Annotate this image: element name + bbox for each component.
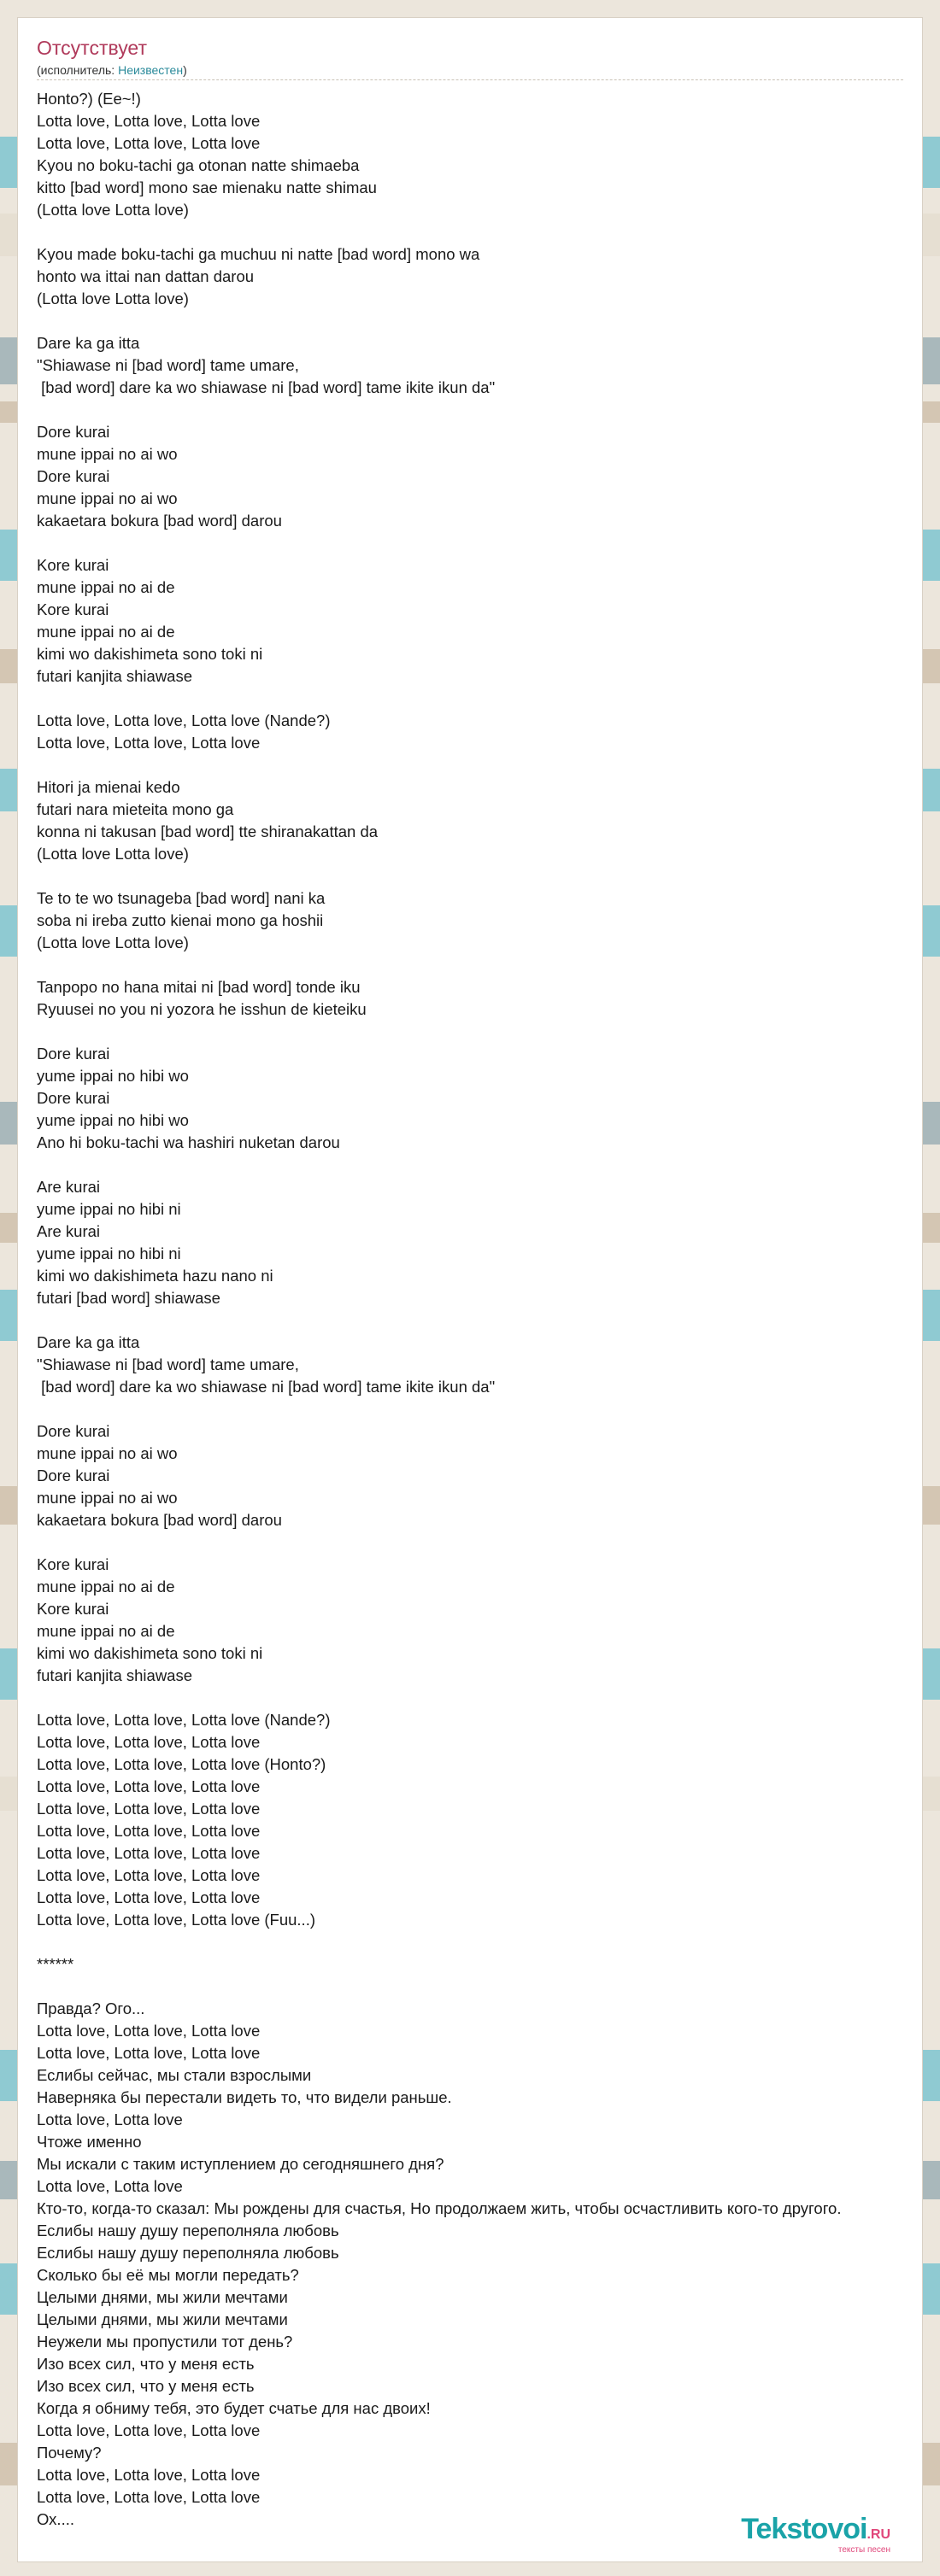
lyric-line: Когда я обниму тебя, это будет счатье для нас двоих!	[37, 2399, 431, 2417]
lyric-line: Dare ka ga itta	[37, 1333, 140, 1351]
lyric-line: yume ippai no hibi wo	[37, 1067, 189, 1085]
lyric-line	[37, 1531, 925, 1554]
lyric-line	[37, 399, 925, 421]
lyric-line: Hitori ja mienai kedo	[37, 778, 180, 796]
lyric-line: Dare ka ga itta	[37, 334, 140, 352]
lyric-line: Чтоже именно	[37, 2133, 142, 2151]
lyric-line: Lotta love, Lotta love, Lotta love	[37, 112, 261, 130]
lyric-line	[37, 1976, 925, 1998]
lyric-line: Целыми днями, мы жили мечтами	[37, 2310, 288, 2328]
lyric-line: [bad word] dare ka wo shiawase ni [bad word] tame ikite ikun da"	[37, 1378, 496, 1396]
lyric-line: yume ippai no hibi wo	[37, 1111, 189, 1129]
lyric-line	[37, 754, 925, 776]
lyric-line	[37, 865, 925, 887]
lyric-line	[37, 1309, 925, 1332]
lyric-line: honto wa ittai nan dattan darou	[37, 267, 255, 285]
logo-tld: .RU	[867, 2527, 890, 2542]
lyric-line: Lotta love, Lotta love, Lotta love	[37, 2044, 261, 2062]
lyric-line: mune ippai no ai wo	[37, 1489, 178, 1507]
lyric-line: mune ippai no ai de	[37, 1578, 175, 1595]
title-divider	[37, 79, 903, 80]
lyric-line: futari nara mieteita mono ga	[37, 800, 234, 818]
lyric-line: "Shiawase ni [bad word] tame umare,	[37, 1355, 299, 1373]
lyric-line: Lotta love, Lotta love, Lotta love (Nande?)	[37, 1711, 331, 1729]
lyric-line: Dore kurai	[37, 423, 110, 441]
lyric-line: Are kurai	[37, 1222, 101, 1240]
lyric-line: mune ippai no ai de	[37, 578, 175, 596]
performer-prefix: (исполнитель:	[37, 63, 119, 77]
lyric-line	[37, 532, 925, 554]
lyric-line: mune ippai no ai wo	[37, 489, 178, 507]
lyric-line: Dore kurai	[37, 1422, 110, 1440]
lyric-line: Kyou made boku-tachi ga muchuu ni natte [bad word] mono wa	[37, 245, 480, 263]
lyric-line: "Shiawase ni [bad word] tame umare,	[37, 356, 299, 374]
lyric-line: Lotta love, Lotta love	[37, 2111, 183, 2128]
lyric-line: (Lotta love Lotta love)	[37, 201, 189, 219]
lyric-line: kitto [bad word] mono sae mienaku natte shimau	[37, 179, 377, 196]
lyric-line	[37, 1154, 925, 1176]
performer-suffix: )	[183, 63, 187, 77]
lyric-line: Изо всех сил, что у меня есть	[37, 2355, 255, 2373]
lyric-line: Ох....	[37, 2510, 74, 2528]
lyric-line: mune ippai no ai wo	[37, 445, 178, 463]
lyric-line: (Lotta love Lotta love)	[37, 845, 189, 863]
content-card	[17, 17, 923, 2562]
lyric-line: Dore kurai	[37, 1467, 110, 1484]
logo-name: Tekstovoi	[741, 2513, 867, 2545]
lyric-line: Lotta love, Lotta love, Lotta love	[37, 1800, 261, 1818]
lyric-line	[37, 1931, 925, 1953]
lyric-line: kakaetara bokura [bad word] darou	[37, 1511, 282, 1529]
lyric-line: Сколько бы её мы могли передать?	[37, 2266, 299, 2284]
lyric-line: Dore kurai	[37, 467, 110, 485]
lyric-line: Lotta love, Lotta love, Lotta love	[37, 2022, 261, 2040]
lyric-line: kimi wo dakishimeta sono toki ni	[37, 645, 263, 663]
performer-line	[37, 63, 187, 77]
lyric-line: yume ippai no hibi ni	[37, 1200, 181, 1218]
lyric-line: Еслибы нашу душу переполняла любовь	[37, 2244, 339, 2262]
lyric-line: soba ni ireba zutto kienai mono ga hoshii	[37, 911, 324, 929]
lyric-line: Почему?	[37, 2444, 102, 2462]
lyric-line: Правда? Ого...	[37, 1999, 145, 2017]
lyric-line: kimi wo dakishimeta sono toki ni	[37, 1644, 263, 1662]
lyric-line: Ryuusei no you ni yozora he isshun de kieteiku	[37, 1000, 367, 1018]
page-title: Отсутствует	[37, 37, 147, 59]
lyric-line: Изо всех сил, что у меня есть	[37, 2377, 255, 2395]
lyric-line: Lotta love, Lotta love, Lotta love	[37, 1866, 261, 1884]
lyric-line: Kore kurai	[37, 1555, 109, 1573]
lyric-line: Lotta love, Lotta love, Lotta love	[37, 1733, 261, 1751]
lyric-line: [bad word] dare ka wo shiawase ni [bad word] tame ikite ikun da"	[37, 378, 496, 396]
performer-link[interactable]: Неизвестен	[118, 63, 184, 77]
lyric-line: Dore kurai	[37, 1045, 110, 1063]
lyric-line: Lotta love, Lotta love, Lotta love (Fuu...)	[37, 1911, 315, 1929]
lyric-line: Lotta love, Lotta love, Lotta love (Honto?)	[37, 1755, 326, 1773]
lyric-line: ******	[37, 1955, 74, 1973]
lyrics-text	[37, 88, 925, 2531]
lyric-line: Lotta love, Lotta love, Lotta love (Nande?)	[37, 711, 331, 729]
lyric-line: konna ni takusan [bad word] tte shiranakattan da	[37, 823, 379, 840]
lyric-line: futari [bad word] shiawase	[37, 1289, 220, 1307]
lyric-line: kimi wo dakishimeta hazu nano ni	[37, 1267, 273, 1285]
lyric-line	[37, 1398, 925, 1420]
lyric-line: Кто-то, когда-то сказал: Мы рождены для счастья, Но продолжаем жить, чтобы осчастливить кого-то другого.	[37, 2199, 842, 2217]
lyric-line: Kore kurai	[37, 1600, 109, 1618]
lyric-line: Kore kurai	[37, 556, 109, 574]
lyric-line: kakaetara bokura [bad word] darou	[37, 512, 282, 530]
lyric-line	[37, 1021, 925, 1043]
lyric-line: mune ippai no ai de	[37, 1622, 175, 1640]
lyric-line: Kyou no boku-tachi ga otonan natte shimaeba	[37, 156, 360, 174]
lyric-line: Lotta love, Lotta love, Lotta love	[37, 2466, 261, 2484]
lyric-line	[37, 221, 925, 243]
lyric-line: Honto?) (Ee~!)	[37, 90, 141, 108]
lyric-line: Lotta love, Lotta love, Lotta love	[37, 1777, 261, 1795]
lyric-line	[37, 954, 925, 976]
lyric-line: Lotta love, Lotta love, Lotta love	[37, 1822, 261, 1840]
lyric-line: Lotta love, Lotta love, Lotta love	[37, 2421, 261, 2439]
lyric-line: Lotta love, Lotta love, Lotta love	[37, 1844, 261, 1862]
lyric-line: futari kanjita shiawase	[37, 1666, 193, 1684]
lyric-line	[37, 310, 925, 332]
lyric-line: mune ippai no ai wo	[37, 1444, 178, 1462]
lyric-line: Наверняка бы перестали видеть то, что видели раньше.	[37, 2088, 452, 2106]
lyric-line: Te to te wo tsunageba [bad word] nani ka	[37, 889, 326, 907]
lyric-line: (Lotta love Lotta love)	[37, 290, 189, 307]
lyric-line: Kore kurai	[37, 600, 109, 618]
lyric-line: Tanpopo no hana mitai ni [bad word] tonde iku	[37, 978, 361, 996]
lyric-line: Мы искали с таким иступлением до сегодняшнего дня?	[37, 2155, 444, 2173]
lyric-line: yume ippai no hibi ni	[37, 1244, 181, 1262]
lyric-line: (Lotta love Lotta love)	[37, 934, 189, 951]
lyric-line: Еслибы сейчас, мы стали взрослыми	[37, 2066, 312, 2084]
logo-tagline: тексты песен	[837, 2545, 890, 2555]
lyric-line: Целыми днями, мы жили мечтами	[37, 2288, 288, 2306]
lyric-line: Еслибы нашу душу переполняла любовь	[37, 2222, 339, 2239]
lyric-line: Lotta love, Lotta love, Lotta love	[37, 734, 261, 752]
lyric-line: Неужели мы пропустили тот день?	[37, 2333, 293, 2351]
lyric-line: Lotta love, Lotta love, Lotta love	[37, 1888, 261, 1906]
lyric-line: mune ippai no ai de	[37, 623, 175, 641]
lyric-line: Lotta love, Lotta love	[37, 2177, 183, 2195]
lyric-line: Dore kurai	[37, 1089, 110, 1107]
lyric-line: Lotta love, Lotta love, Lotta love	[37, 134, 261, 152]
lyric-line: Ano hi boku-tachi wa hashiri nuketan darou	[37, 1133, 340, 1151]
lyric-line: Lotta love, Lotta love, Lotta love	[37, 2488, 261, 2506]
lyric-line	[37, 688, 925, 710]
site-logo[interactable]	[741, 2513, 890, 2555]
lyric-line: futari kanjita shiawase	[37, 667, 193, 685]
lyric-line	[37, 1687, 925, 1709]
lyric-line: Are kurai	[37, 1178, 101, 1196]
